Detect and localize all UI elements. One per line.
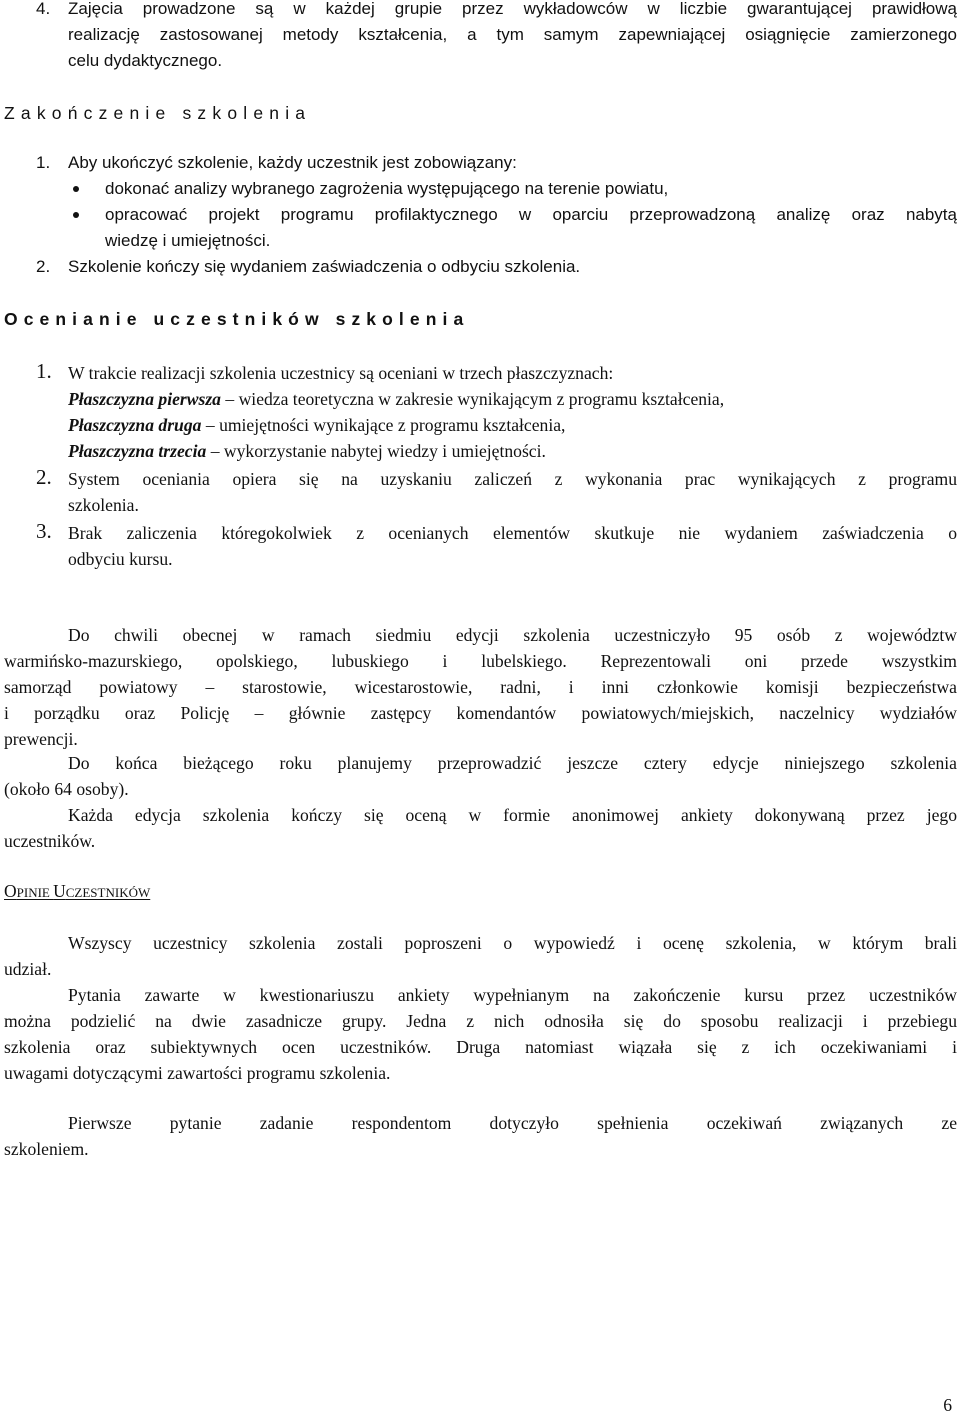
completion-requirement-intro: Aby ukończyć szkolenie, każdy uczestnik jest zobowiązany:: [68, 153, 517, 172]
evaluation-intro: W trakcie realizacji szkolenia uczestnicy są oceniani w trzech płaszczyznach:: [68, 363, 614, 383]
item-number: 4.: [36, 0, 51, 18]
paragraph-2-line-1: Do końca bieżącego roku planujemy przeprowadzić jeszcze cztery edycje niniejszego szkolenia: [68, 753, 957, 773]
evaluation-plane-2: [68, 412, 565, 438]
item-number: 3.: [36, 519, 52, 543]
section-heading-completion: Zakończenie szkolenia: [4, 103, 312, 123]
missing-credit-line-1: Brak zaliczenia któregokolwiek z ocenianych elementów skutkuje nie wydaniem zaświadczenia o: [68, 523, 957, 543]
paragraph-1-line-5: prewencji.: [4, 729, 78, 749]
opinions-paragraph-3-line-2: szkoleniem.: [4, 1139, 89, 1159]
dash: –: [225, 389, 235, 409]
item4-line-2: realizację zastosowanej metody kształcenia, a tym samym zapewniającej osiągnięcie zamierzonego: [68, 25, 957, 44]
bullet-icon: [73, 212, 79, 218]
item-number: 2.: [36, 257, 51, 276]
plane-2-label: Płaszczyzna druga: [68, 415, 202, 435]
opinions-paragraph-2-line-1: Pytania zawarte w kwestionariuszu ankiety wypełnianym na zakończenie kursu przez uczestników: [68, 985, 957, 1005]
plane-3-label: Płaszczyzna trzecia: [68, 441, 207, 461]
plane-1-label: Płaszczyzna pierwsza: [68, 389, 221, 409]
plane-3-text: wykorzystanie nabytej wiedzy i umiejętności.: [223, 441, 546, 461]
plane-2-text: umiejętności wynikające z programu kształcenia,: [219, 415, 566, 435]
evaluation-plane-1: [68, 386, 724, 412]
paragraph-1-line-2: warmińsko-mazurskiego, opolskiego, lubuskiego i lubelskiego. Reprezentowali oni przede wszystkim: [4, 651, 957, 671]
requirement-bullet-1: dokonać analizy wybranego zagrożenia występującego na terenie powiatu,: [105, 179, 669, 198]
bullet-icon: [73, 186, 79, 192]
paragraph-1-line-4: i porządku oraz Policję – głównie zastępcy komendantów powiatowych/miejskich, naczelnicy wydziałów: [4, 703, 957, 723]
opinions-paragraph-2-line-3: szkolenia oraz subiektywnych ocen uczestników. Druga natomiast wiązała się z ich oczekiwaniami i: [4, 1037, 957, 1057]
grading-system-line-2: szkolenia.: [68, 495, 139, 515]
dash: –: [210, 441, 220, 461]
opinions-paragraph-2-line-2: można podzielić na dwie zasadnicze grupy. Jedna z nich odnosiła się do sposobu realizacji i przebiegu: [4, 1011, 957, 1031]
paragraph-3-line-1: Każda edycja szkolenia kończy się oceną w formie anonimowej ankiety dokonywaną przez jego: [68, 805, 957, 825]
opinions-paragraph-2-line-4: uwagami dotyczącymi zawartości programu szkolenia.: [4, 1063, 391, 1083]
heading-rest: CZESTNIKÓW: [65, 885, 151, 900]
opinions-paragraph-1-line-1: Wszyscy uczestnicy szkolenia zostali poproszeni o wypowiedź i ocenę szkolenia, w którym brali: [68, 933, 957, 953]
certificate-note: Szkolenie kończy się wydaniem zaświadczenia o odbyciu szkolenia.: [68, 257, 581, 276]
heading-initial: U: [53, 881, 66, 901]
dash: –: [205, 415, 215, 435]
requirement-bullet-2-line-1: opracować projekt programu profilaktycznego w oparciu przeprowadzoną analizę oraz nabytą: [105, 205, 957, 224]
opinions-paragraph-3-line-1: Pierwsze pytanie zadanie respondentom dotyczyło spełnienia oczekiwań związanych ze: [68, 1113, 957, 1133]
grading-system-line-1: System oceniania opiera się na uzyskaniu zaliczeń z wykonania prac wynikających z programu: [68, 469, 957, 489]
paragraph-2-line-2: (około 64 osoby).: [4, 779, 129, 799]
missing-credit-line-2: odbyciu kursu.: [68, 549, 173, 569]
evaluation-plane-3: [68, 438, 546, 464]
item-number: 1.: [36, 359, 52, 383]
section-heading-opinions: [4, 878, 150, 906]
paragraph-1-line-3: samorząd powiatowy – starostowie, wicestarostowie, radni, i inni członkowie komisji bezpieczeństwa: [4, 677, 957, 697]
item4-line-1: Zajęcia prowadzone są w każdej grupie przez wykładowców w liczbie gwarantującej prawidłową: [68, 0, 957, 18]
section-heading-evaluation: Ocenianie uczestników szkolenia: [4, 309, 470, 329]
item-number: 1.: [36, 153, 51, 172]
page-number: 6: [943, 1395, 952, 1415]
heading-rest: PINIE: [16, 885, 54, 900]
paragraph-1-line-1: Do chwili obecnej w ramach siedmiu edycji szkolenia uczestniczyło 95 osób z województw: [68, 625, 957, 645]
heading-initial: O: [4, 881, 17, 901]
requirement-bullet-2-line-2: wiedzę i umiejętności.: [105, 231, 271, 250]
item-number: 2.: [36, 465, 52, 489]
plane-1-text: wiedza teoretyczna w zakresie wynikającym z programu kształcenia,: [238, 389, 725, 409]
opinions-paragraph-1-line-2: udział.: [4, 959, 52, 979]
paragraph-3-line-2: uczestników.: [4, 831, 96, 851]
item4-line-3: celu dydaktycznego.: [68, 51, 223, 70]
